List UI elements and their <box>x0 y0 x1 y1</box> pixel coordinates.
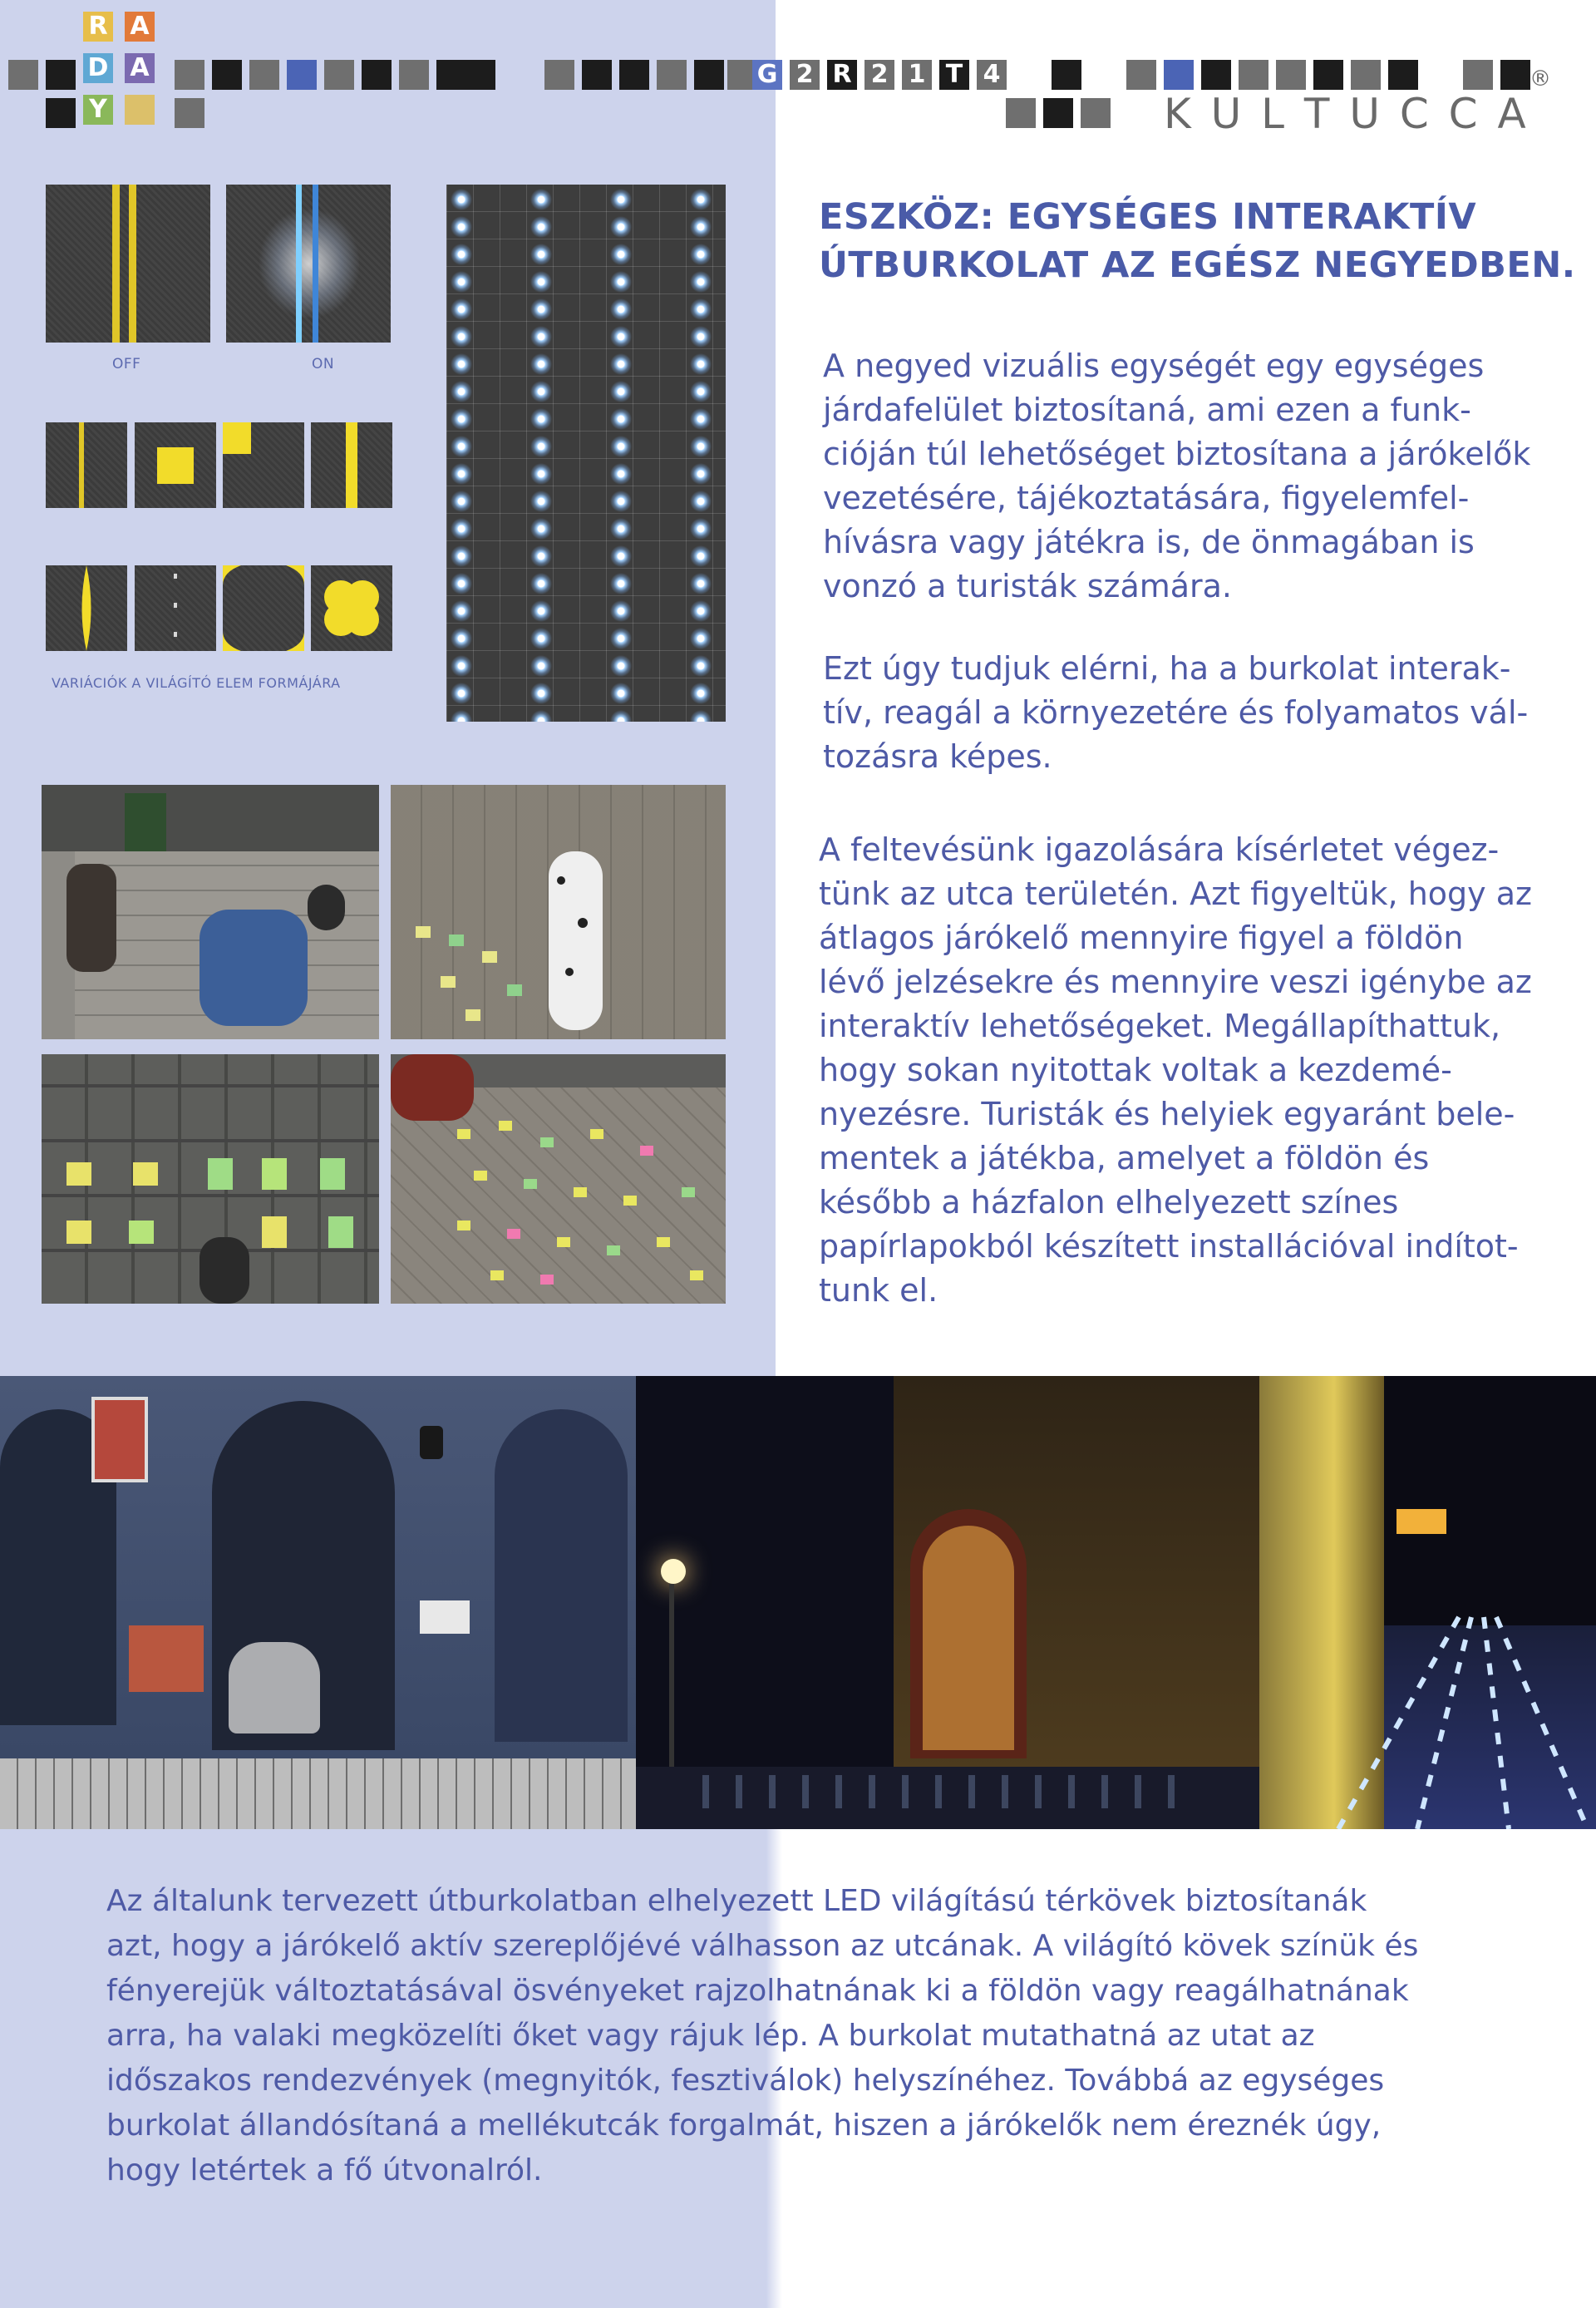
code-letter: G <box>752 60 782 90</box>
caption-off: OFF <box>112 356 141 372</box>
variation-tile <box>135 565 216 651</box>
photo-led-street <box>1259 1376 1596 1829</box>
page-heading <box>819 193 1576 289</box>
led-tile-off <box>46 185 210 343</box>
logo-letter: A <box>125 12 155 42</box>
code-letter: T <box>939 60 969 90</box>
radayutca-logo <box>83 12 166 136</box>
variation-tile <box>46 422 127 508</box>
logo-letter <box>125 95 155 125</box>
registered-mark: ® <box>1530 67 1551 91</box>
shop-sign-icon <box>91 1397 148 1482</box>
variation-tile <box>135 422 216 508</box>
photo-dalmatian <box>391 785 726 1039</box>
logo-letter: A <box>125 53 155 83</box>
photo-colorful-papers <box>391 1054 726 1304</box>
led-pavement-grid <box>446 185 726 722</box>
code-letter: 2 <box>864 60 894 90</box>
logo-letter: Y <box>83 95 113 125</box>
code-letter: 1 <box>902 60 932 90</box>
variation-tile <box>223 422 304 508</box>
variation-tile <box>46 565 127 651</box>
photo-paper-tiles <box>42 1054 379 1304</box>
paragraph-4: Az általunk tervezett útburkolatban elhelyezett LED világítású térkövek biztosítanák azt, hogy a járókelő aktív szereplőjévé válhasson az utcának. A világító kövek színük és fényerejük változtatásával ösvényeket rajzolhatnának ki a földön vagy reagálhatnának arra, ha valaki megközelíti őket vagy rájuk lép. A burkolat mutathatná az utat az időszakos rendezvények (megnyitók, fesztiválok) helyszínéhez. Továbbá az egységes burkolat állandósítaná a mellékutcák forgalmát, hiszen a járókelők nem éreznék úgy, hogy letértek a fő útvonalról. <box>106 1884 1419 2187</box>
street-lamp-icon <box>420 1426 443 1459</box>
code-letter: 2 <box>790 60 820 90</box>
variation-tile <box>311 422 392 508</box>
kultucca-wordmark: K U L T U C C A <box>1164 90 1530 138</box>
logo-letter: R <box>83 12 113 42</box>
photo-sidewalk-people <box>42 785 379 1039</box>
code-letter: 4 <box>977 60 1007 90</box>
variation-tile <box>311 565 392 651</box>
caption-on: ON <box>312 356 335 372</box>
caption-variations: VARIÁCIÓK A VILÁGÍTÓ ELEM FORMÁJÁRA <box>52 675 341 691</box>
led-tile-on <box>226 185 391 343</box>
photo-street-day <box>0 1376 636 1829</box>
photo-street-night <box>636 1376 1259 1829</box>
paragraph-1: A negyed vizuális egységét egy egységes járdafelület biztosítaná, ami ezen a funk- cióján túl lehetőséget biztosítana a járókelők vezetésére, tájékoztatására, figyelemfel- hívásra vagy játékra is, de önmagában is vonzó a turisták számára. <box>823 348 1531 604</box>
heading-line-2: ÚTBURKOLAT AZ EGÉSZ NEGYEDBEN. <box>819 244 1576 286</box>
code-letter: R <box>827 60 857 90</box>
logo-letter: D <box>83 53 113 83</box>
heading-line-1: ESZKÖZ: EGYSÉGES INTERAKTÍV <box>819 196 1477 238</box>
variation-tile <box>223 565 304 651</box>
paragraph-2: Ezt úgy tudjuk elérni, ha a burkolat interak- tív, reagál a környezetére és folyamatos vál- tozásra képes. <box>823 650 1529 775</box>
paragraph-3: A feltevésünk igazolására kísérletet végez- tünk az utca területén. Azt figyeltük, hogy az átlagos járókelő mennyire figyel a földön lévő jelzésekre és mennyire veszi igénybe az interaktív lehetőségeket. Megállapíthattuk, hogy sokan nyitottak voltak a kezdemé- nyezésre. Turisták és helyiek egyaránt bele- mentek a játékba, amelyet a földön és később a házfalon elhelyezett színes papírlapokból készített installációval indítot- tunk el. <box>819 831 1532 1309</box>
